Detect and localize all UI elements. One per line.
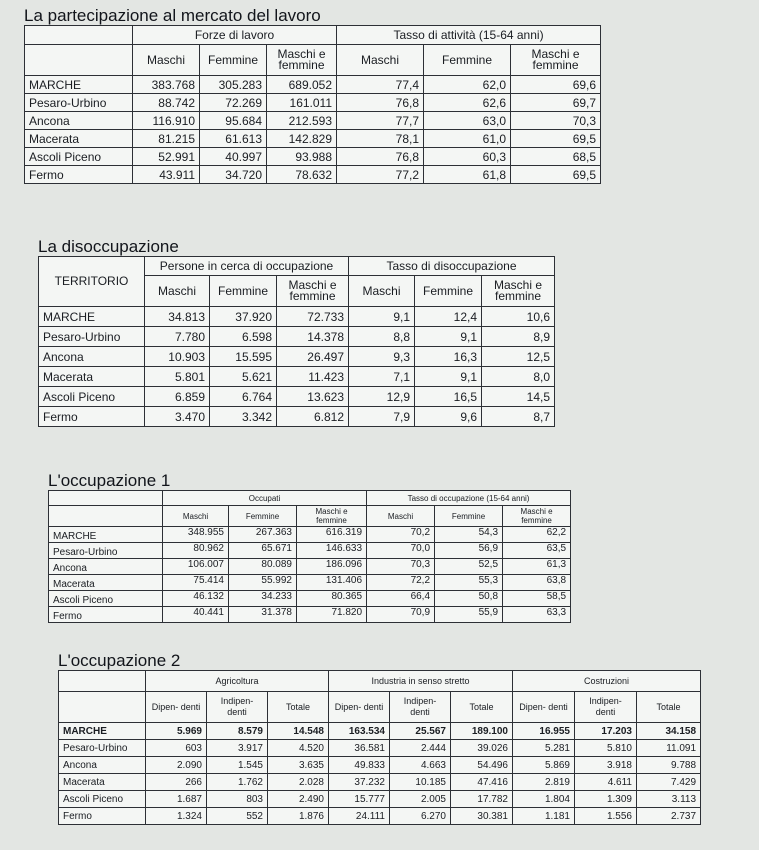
table-cell: 2.819 [513, 774, 575, 791]
table-cell: 37.920 [210, 307, 277, 327]
table-cell: 76,8 [337, 148, 424, 166]
col-header: Femmine [415, 276, 482, 307]
table-cell: 36.581 [329, 740, 390, 757]
table-cell: 34.720 [200, 166, 267, 184]
row-label: Macerata [39, 367, 145, 387]
col-header: Maschi e femmine [297, 506, 367, 527]
table-cell: 3.470 [145, 407, 210, 427]
table-cell: 24.111 [329, 808, 390, 825]
table-cell: 55.992 [229, 575, 297, 591]
table-cell: 10.185 [390, 774, 451, 791]
table-cell: 1.545 [207, 757, 268, 774]
table-cell: 5.869 [513, 757, 575, 774]
col-header: Maschi e femmine [277, 276, 349, 307]
table-cell: 70,3 [367, 559, 435, 575]
table-cell: 55,9 [435, 607, 503, 623]
table-cell: 383.768 [133, 76, 200, 94]
corner-cell [49, 491, 163, 506]
col-header: Maschi [145, 276, 210, 307]
table-cell: 9,1 [415, 327, 482, 347]
table-cell: 12,9 [349, 387, 415, 407]
table-cell: 62,0 [424, 76, 511, 94]
table-cell: 34.813 [145, 307, 210, 327]
row-label: Fermo [59, 808, 146, 825]
table-cell: 616.319 [297, 527, 367, 543]
section-occupazione-1 [48, 472, 571, 623]
table-row [39, 327, 555, 347]
table-cell: 1.876 [268, 808, 329, 825]
table-cell: 93.988 [267, 148, 337, 166]
col-header: Femmine [210, 276, 277, 307]
table-row [59, 723, 701, 740]
table-cell: 88.742 [133, 94, 200, 112]
table-cell: 2.444 [390, 740, 451, 757]
table-cell: 62,2 [503, 527, 571, 543]
table-cell: 8,7 [482, 407, 555, 427]
mercato-table [24, 25, 601, 184]
table-cell: 4.663 [390, 757, 451, 774]
col-header: Totale [268, 692, 329, 723]
table-cell: 68,5 [511, 148, 601, 166]
table-cell: 80.365 [297, 591, 367, 607]
table-cell: 1.687 [146, 791, 207, 808]
table-cell: 61,8 [424, 166, 511, 184]
row-label: Fermo [25, 166, 133, 184]
table-cell: 9.788 [637, 757, 701, 774]
section-mercato-lavoro [24, 7, 601, 184]
table-cell: 212.593 [267, 112, 337, 130]
col-header: Maschi [337, 45, 424, 76]
table-cell: 54.496 [451, 757, 513, 774]
table-cell: 78.632 [267, 166, 337, 184]
table-cell: 17.203 [575, 723, 637, 740]
table-cell: 31.378 [229, 607, 297, 623]
col-header: Dipen- denti [513, 692, 575, 723]
table-cell: 189.100 [451, 723, 513, 740]
table-cell: 10,6 [482, 307, 555, 327]
table-cell: 7.780 [145, 327, 210, 347]
table-cell: 61.613 [200, 130, 267, 148]
col-header: Femmine [424, 45, 511, 76]
table-row [59, 774, 701, 791]
table-cell: 62,6 [424, 94, 511, 112]
table-cell: 52,5 [435, 559, 503, 575]
table-cell: 8,9 [482, 327, 555, 347]
row-label: MARCHE [39, 307, 145, 327]
group-header: Tasso di attività (15-64 anni) [337, 26, 601, 45]
territorio-header: TERRITORIO [39, 257, 145, 307]
table-cell: 14.378 [277, 327, 349, 347]
col-header: Maschi [133, 45, 200, 76]
group-header: Occupati [163, 491, 367, 506]
table-cell: 5.969 [146, 723, 207, 740]
col-header: Dipen- denti [146, 692, 207, 723]
table-cell: 161.011 [267, 94, 337, 112]
col-header: Femmine [435, 506, 503, 527]
col-header: Maschi e femmine [511, 45, 601, 76]
table-cell: 5.621 [210, 367, 277, 387]
table-row [25, 166, 601, 184]
table-cell: 15.595 [210, 347, 277, 367]
table-cell: 3.918 [575, 757, 637, 774]
table-cell: 43.911 [133, 166, 200, 184]
table-cell: 70,2 [367, 527, 435, 543]
row-label: Ancona [59, 757, 146, 774]
table-cell: 9,3 [349, 347, 415, 367]
table-row [39, 307, 555, 327]
row-label: Macerata [59, 774, 146, 791]
col-header: Maschi e femmine [267, 45, 337, 76]
table-cell: 689.052 [267, 76, 337, 94]
table-cell: 2.737 [637, 808, 701, 825]
table-cell: 66,4 [367, 591, 435, 607]
table-cell: 46.132 [163, 591, 229, 607]
section-occupazione-2 [58, 652, 701, 825]
table-cell: 34.158 [637, 723, 701, 740]
table-cell: 12,4 [415, 307, 482, 327]
table-cell: 69,5 [511, 130, 601, 148]
table-cell: 14.548 [268, 723, 329, 740]
group-header: Forze di lavoro [133, 26, 337, 45]
occupazione2-table [58, 670, 701, 825]
col-header: Indipen- denti [390, 692, 451, 723]
table-row [59, 808, 701, 825]
row-label: Ancona [25, 112, 133, 130]
table-cell: 63,3 [503, 607, 571, 623]
table-cell: 34.233 [229, 591, 297, 607]
table-row [59, 791, 701, 808]
table-cell: 4.611 [575, 774, 637, 791]
table-cell: 6.812 [277, 407, 349, 427]
table-cell: 11.091 [637, 740, 701, 757]
table-cell: 186.096 [297, 559, 367, 575]
corner-cell [49, 506, 163, 527]
table-row [25, 112, 601, 130]
table-cell: 72,2 [367, 575, 435, 591]
table-cell: 69,7 [511, 94, 601, 112]
table-cell: 1.309 [575, 791, 637, 808]
table-cell: 1.804 [513, 791, 575, 808]
table-cell: 72.269 [200, 94, 267, 112]
row-label: Ascoli Piceno [25, 148, 133, 166]
table-row [25, 76, 601, 94]
group-header: Agricoltura [146, 671, 329, 692]
section-disoccupazione [38, 238, 555, 427]
table-cell: 80.962 [163, 543, 229, 559]
table-cell: 163.534 [329, 723, 390, 740]
occupazione1-table [48, 490, 571, 623]
table-cell: 7,9 [349, 407, 415, 427]
table-row [49, 543, 571, 559]
table-cell: 9,1 [349, 307, 415, 327]
table-cell: 26.497 [277, 347, 349, 367]
section-title: La disoccupazione [38, 237, 179, 256]
table-cell: 142.829 [267, 130, 337, 148]
table-cell: 55,3 [435, 575, 503, 591]
table-cell: 3.917 [207, 740, 268, 757]
table-cell: 17.782 [451, 791, 513, 808]
table-cell: 3.635 [268, 757, 329, 774]
corner-cell [25, 26, 133, 45]
table-cell: 95.684 [200, 112, 267, 130]
table-cell: 58,5 [503, 591, 571, 607]
col-header: Maschi e femmine [503, 506, 571, 527]
col-header: Maschi [367, 506, 435, 527]
table-row [25, 94, 601, 112]
table-cell: 7,1 [349, 367, 415, 387]
table-cell: 56,9 [435, 543, 503, 559]
table-cell: 16.955 [513, 723, 575, 740]
table-cell: 106.007 [163, 559, 229, 575]
table-cell: 1.762 [207, 774, 268, 791]
table-cell: 348.955 [163, 527, 229, 543]
row-label: MARCHE [25, 76, 133, 94]
row-label: Pesaro-Urbino [25, 94, 133, 112]
table-cell: 77,2 [337, 166, 424, 184]
table-cell: 81.215 [133, 130, 200, 148]
table-cell: 13.623 [277, 387, 349, 407]
table-cell: 47.416 [451, 774, 513, 791]
table-row [59, 740, 701, 757]
col-header: Maschi [349, 276, 415, 307]
table-cell: 16,3 [415, 347, 482, 367]
table-cell: 9,6 [415, 407, 482, 427]
disoccupazione-table [38, 256, 555, 427]
table-cell: 6.270 [390, 808, 451, 825]
table-cell: 78,1 [337, 130, 424, 148]
section-title: L'occupazione 2 [58, 651, 181, 670]
row-label: Pesaro-Urbino [59, 740, 146, 757]
table-cell: 5.281 [513, 740, 575, 757]
col-header: Totale [451, 692, 513, 723]
section-title: La partecipazione al mercato del lavoro [24, 6, 321, 25]
table-cell: 305.283 [200, 76, 267, 94]
table-cell: 5.810 [575, 740, 637, 757]
row-label: Ascoli Piceno [49, 591, 163, 607]
table-row [25, 148, 601, 166]
table-cell: 131.406 [297, 575, 367, 591]
table-cell: 2.005 [390, 791, 451, 808]
row-label: Ascoli Piceno [39, 387, 145, 407]
table-cell: 3.342 [210, 407, 277, 427]
table-cell: 8,0 [482, 367, 555, 387]
table-cell: 60,3 [424, 148, 511, 166]
table-cell: 603 [146, 740, 207, 757]
table-cell: 69,6 [511, 76, 601, 94]
table-cell: 15.777 [329, 791, 390, 808]
col-header: Indipen- denti [575, 692, 637, 723]
table-cell: 72.733 [277, 307, 349, 327]
table-cell: 10.903 [145, 347, 210, 367]
table-cell: 63,0 [424, 112, 511, 130]
table-row [25, 130, 601, 148]
table-cell: 69,5 [511, 166, 601, 184]
section-title: L'occupazione 1 [48, 471, 171, 490]
row-label: MARCHE [59, 723, 146, 740]
table-cell: 803 [207, 791, 268, 808]
table-row [49, 575, 571, 591]
table-row [39, 347, 555, 367]
row-label: Ancona [39, 347, 145, 367]
table-cell: 77,7 [337, 112, 424, 130]
group-header: Persone in cerca di occupazione [145, 257, 349, 276]
col-header: Dipen- denti [329, 692, 390, 723]
table-cell: 7.429 [637, 774, 701, 791]
table-cell: 3.113 [637, 791, 701, 808]
col-header: Femmine [200, 45, 267, 76]
table-cell: 25.567 [390, 723, 451, 740]
table-cell: 75.414 [163, 575, 229, 591]
row-label: Ancona [49, 559, 163, 575]
table-cell: 1.324 [146, 808, 207, 825]
table-cell: 37.232 [329, 774, 390, 791]
table-cell: 1.556 [575, 808, 637, 825]
table-cell: 11.423 [277, 367, 349, 387]
corner-cell [59, 671, 146, 692]
table-cell: 5.801 [145, 367, 210, 387]
table-cell: 8,8 [349, 327, 415, 347]
table-cell: 76,8 [337, 94, 424, 112]
table-cell: 6.859 [145, 387, 210, 407]
row-label: Macerata [49, 575, 163, 591]
col-header: Maschi e femmine [482, 276, 555, 307]
table-cell: 39.026 [451, 740, 513, 757]
col-header: Indipen- denti [207, 692, 268, 723]
table-row [39, 407, 555, 427]
table-cell: 71.820 [297, 607, 367, 623]
table-cell: 12,5 [482, 347, 555, 367]
group-header: Tasso di disoccupazione [349, 257, 555, 276]
table-cell: 146.633 [297, 543, 367, 559]
table-cell: 52.991 [133, 148, 200, 166]
col-header: Maschi [163, 506, 229, 527]
row-label: Macerata [25, 130, 133, 148]
table-cell: 61,3 [503, 559, 571, 575]
table-cell: 2.490 [268, 791, 329, 808]
table-row [49, 607, 571, 623]
table-cell: 54,3 [435, 527, 503, 543]
table-row [39, 387, 555, 407]
table-cell: 63,5 [503, 543, 571, 559]
table-cell: 266 [146, 774, 207, 791]
table-cell: 80.089 [229, 559, 297, 575]
row-label: Fermo [39, 407, 145, 427]
table-cell: 552 [207, 808, 268, 825]
table-cell: 30.381 [451, 808, 513, 825]
row-label: Fermo [49, 607, 163, 623]
group-header: Industria in senso stretto [329, 671, 513, 692]
table-row [49, 559, 571, 575]
table-cell: 61,0 [424, 130, 511, 148]
row-label: MARCHE [49, 527, 163, 543]
row-label: Pesaro-Urbino [39, 327, 145, 347]
col-header: Femmine [229, 506, 297, 527]
table-cell: 6.764 [210, 387, 277, 407]
group-header: Tasso di occupazione (15-64 anni) [367, 491, 571, 506]
table-cell: 40.997 [200, 148, 267, 166]
table-cell: 40.441 [163, 607, 229, 623]
table-row [49, 527, 571, 543]
corner-cell [59, 692, 146, 723]
table-cell: 49.833 [329, 757, 390, 774]
table-cell: 70,0 [367, 543, 435, 559]
table-cell: 14,5 [482, 387, 555, 407]
row-label: Ascoli Piceno [59, 791, 146, 808]
group-header: Costruzioni [513, 671, 701, 692]
table-cell: 70,3 [511, 112, 601, 130]
col-header: Totale [637, 692, 701, 723]
table-cell: 8.579 [207, 723, 268, 740]
table-cell: 77,4 [337, 76, 424, 94]
table-row [59, 757, 701, 774]
table-cell: 50,8 [435, 591, 503, 607]
table-row [49, 591, 571, 607]
table-cell: 2.028 [268, 774, 329, 791]
table-cell: 116.910 [133, 112, 200, 130]
table-cell: 267.363 [229, 527, 297, 543]
table-cell: 4.520 [268, 740, 329, 757]
table-cell: 65.671 [229, 543, 297, 559]
table-row [39, 367, 555, 387]
table-cell: 16,5 [415, 387, 482, 407]
table-cell: 2.090 [146, 757, 207, 774]
table-cell: 1.181 [513, 808, 575, 825]
corner-cell [25, 45, 133, 76]
table-cell: 6.598 [210, 327, 277, 347]
table-cell: 70,9 [367, 607, 435, 623]
table-cell: 9,1 [415, 367, 482, 387]
row-label: Pesaro-Urbino [49, 543, 163, 559]
table-cell: 63,8 [503, 575, 571, 591]
